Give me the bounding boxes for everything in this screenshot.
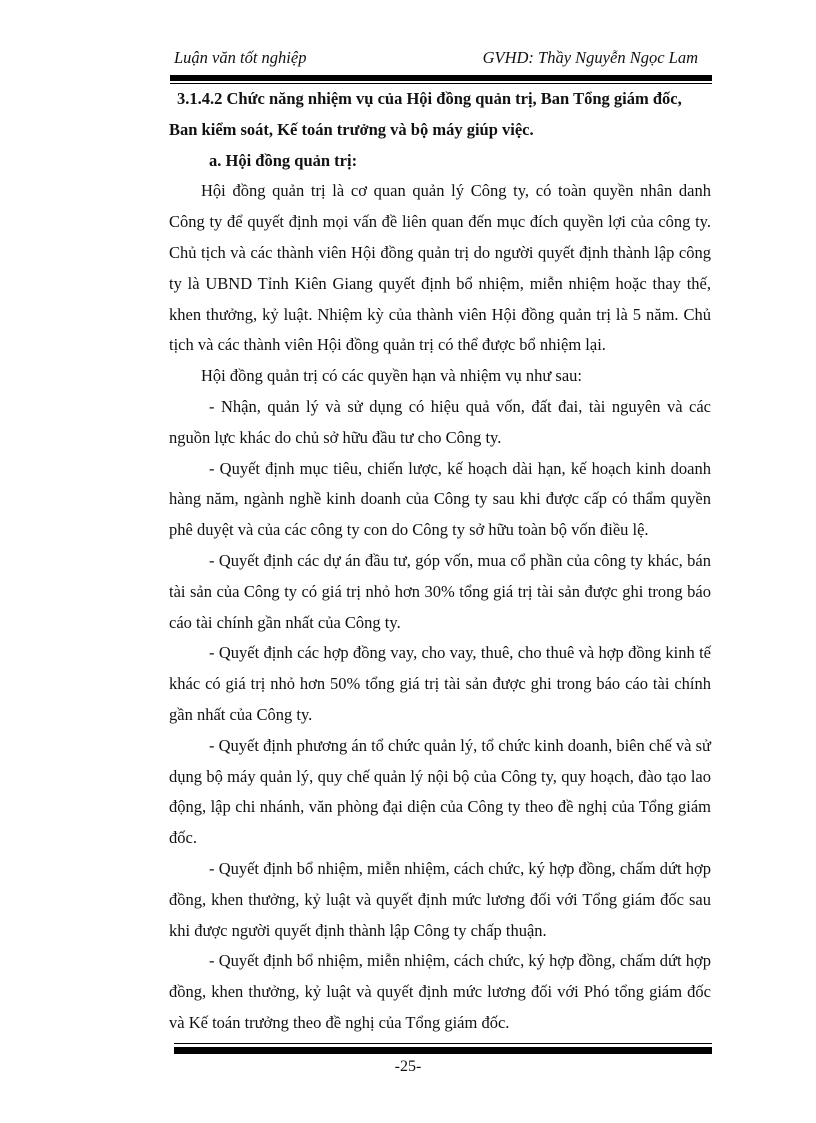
footer-rule (174, 1047, 712, 1054)
page-content (169, 84, 711, 1039)
duty-item: - Nhận, quản lý và sử dụng có hiệu quả vốn, đất đai, tài nguyên và các nguồn lực khác do chủ sở hữu đầu tư cho Công ty. (169, 396, 711, 447)
duty-item: - Quyết định các dự án đầu tư, góp vốn, mua cổ phần của công ty khác, bán tài sản của Công ty có giá trị nhỏ hơn 30% tổng giá trị tài sản được ghi trong báo cáo tài chính gần nhất của Công ty. (169, 550, 711, 632)
subsection-heading: a. Hội đồng quản trị: (209, 150, 358, 170)
duty-item: - Quyết định các hợp đồng vay, cho vay, thuê, cho thuê và hợp đồng kinh tế khác có giá trị nhỏ hơn 50% tổng giá trị tài sản được ghi trong báo cáo tài chính gần nhất của Công ty. (169, 643, 711, 724)
duty-item: - Quyết định bổ nhiệm, miễn nhiệm, cách chức, ký hợp đồng, chấm dứt hợp đồng, khen thưởng, kỷ luật và quyết định mức lương đối với Tổng giám đốc sau khi được người quyết định thành lập Công ty chấp thuận. (169, 858, 711, 940)
lead-paragraph: Hội đồng quản trị có các quyền hạn và nhiệm vụ như sau: (201, 366, 583, 386)
duty-item: - Quyết định mục tiêu, chiến lược, kế hoạch dài hạn, kế hoạch kinh doanh hàng năm, ngành nghề kinh doanh của Công ty sau khi được cấp có thẩm quyền phê duyệt và của các công ty con do Công ty sở hữu toàn bộ vốn điều lệ. (169, 458, 711, 540)
header-thesis-title: Luận văn tốt nghiệp (174, 48, 307, 67)
duty-item: - Quyết định bổ nhiệm, miễn nhiệm, cách chức, ký hợp đồng, chấm dứt hợp đồng, khen thưởng, kỷ luật và quyết định mức lương đối với Phó tổng giám đốc và Kế toán trưởng theo đề nghị của Tổng giám đốc. (169, 951, 711, 1032)
header-advisor: GVHD: Thầy Nguyễn Ngọc Lam (482, 48, 698, 67)
page-number: -25- (394, 1058, 422, 1075)
section-heading-line-2: Ban kiểm soát, Kế toán trưởng và bộ máy giúp việc. (169, 119, 534, 139)
section-heading-line-1: 3.1.4.2 Chức năng nhiệm vụ của Hội đồng quản trị, Ban Tổng giám đốc, (177, 89, 682, 108)
footer-rule-thin (174, 1043, 712, 1044)
page-header (170, 40, 712, 70)
duty-item: - Quyết định phương án tổ chức quản lý, tổ chức kinh doanh, biên chế và sử dụng bộ máy quản lý, quy chế quản lý nội bộ của Công ty, quy hoạch, đào tạo lao động, lập chi nhánh, văn phòng đại diện của Công ty theo đề nghị của Tổng giám đốc. (169, 735, 711, 848)
intro-paragraph: Hội đồng quản trị là cơ quan quản lý Công ty, có toàn quyền nhân danh Công ty để quyết định mọi vấn đề liên quan đến mục đích quyền lợi của công ty. Chủ tịch và các thành viên Hội đồng quản trị do người quyết định thành lập công ty là UBND Tỉnh Kiên Giang quyết định bổ nhiệm, miễn nhiệm hoặc thay thế, khen thưởng, kỷ luật. Nhiệm kỳ của thành viên Hội đồng quản trị là 5 năm. Chủ tịch và các thành viên Hội đồng quản trị có thể được bổ nhiệm lại. (169, 181, 711, 355)
header-rule (170, 75, 712, 81)
